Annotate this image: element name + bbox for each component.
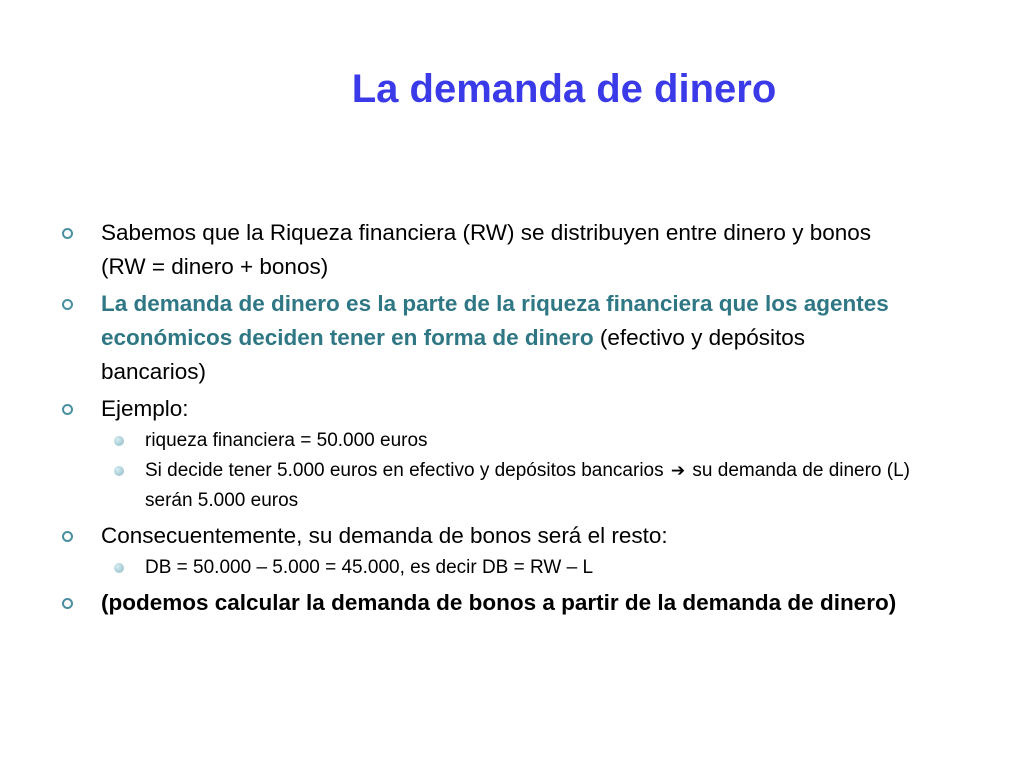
slide-title: La demanda de dinero (351, 67, 777, 111)
sub-bullet-formula (0, 553, 1024, 583)
sub-bullet-text: DB = 50.000 – 5.000 = 45.000, es decir DB = RW – L (145, 557, 594, 578)
ring-bullet-icon (62, 299, 73, 310)
slide-content (0, 216, 1024, 620)
definition-rest: (efectivo y depósitos bancarios) (101, 325, 805, 384)
bullet-item-consecuentemente (0, 519, 1024, 553)
ring-bullet-icon (62, 598, 73, 609)
sub-bullet-text-after: su demanda de dinero (L) serán 5.000 euros (145, 460, 911, 511)
sub-bullet-icon (114, 466, 124, 476)
ring-bullet-icon (62, 228, 73, 239)
sub-bullet-icon (114, 436, 124, 446)
bullet-text: Ejemplo: (101, 396, 189, 421)
arrow-right-icon: ➔ (670, 461, 686, 481)
bullet-item-definicion (0, 287, 1024, 389)
sub-bullet-decision (0, 456, 1024, 516)
sub-bullet-text-before: Si decide tener 5.000 euros en efectivo y depósitos bancarios (145, 460, 664, 481)
ring-bullet-icon (62, 531, 73, 542)
bullet-item-riqueza (0, 216, 1024, 284)
bullet-item-ejemplo (0, 392, 1024, 426)
sub-bullet-text: riqueza financiera = 50.000 euros (145, 430, 428, 451)
bullet-text: Sabemos que la Riqueza financiera (RW) se distribuyen entre dinero y bonos (RW = dinero + bonos) (101, 220, 871, 279)
bullet-text: Consecuentemente, su demanda de bonos será el resto: (101, 523, 668, 548)
sub-bullet-icon (114, 563, 124, 573)
sub-bullet-riqueza-valor (0, 426, 1024, 456)
bullet-item-conclusion (0, 586, 1024, 620)
bullet-text: (podemos calcular la demanda de bonos a partir de la demanda de dinero) (101, 590, 897, 615)
definition-highlight: La demanda de dinero es la parte de la riqueza financiera que los agentes económicos deciden tener en forma de dinero (101, 291, 889, 350)
ring-bullet-icon (62, 404, 73, 415)
